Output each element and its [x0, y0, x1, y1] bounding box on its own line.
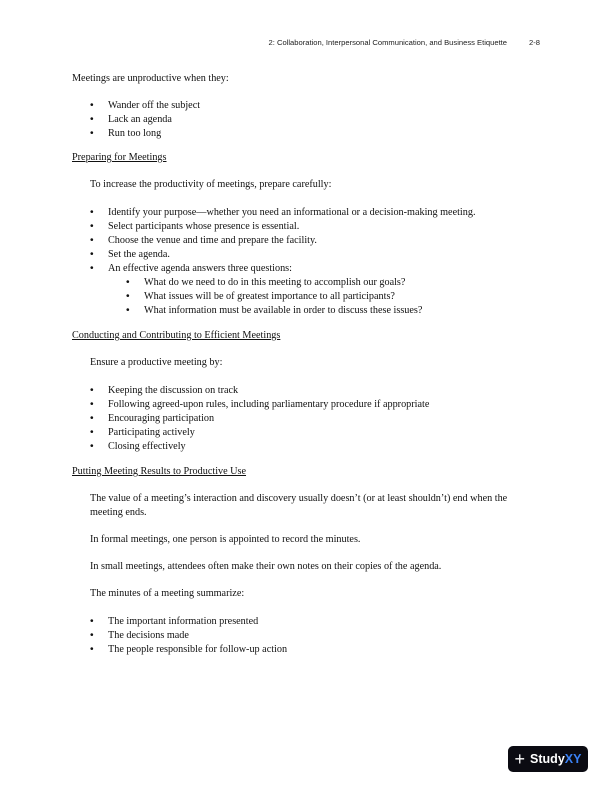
list-item: • Closing effectively: [108, 440, 542, 454]
preparing-intro: To increase the productivity of meetings, prepare carefully:: [90, 179, 332, 190]
list-item: • The important information presented: [108, 615, 542, 629]
list-item-text: An effective agenda answers three questions:: [108, 263, 292, 274]
putting-paragraph-2: In formal meetings, one person is appointed to record the minutes.: [90, 534, 361, 545]
sub-list-item: • What issues will be of greatest importance to all participants?: [144, 290, 542, 304]
list-item: • Wander off the subject: [108, 99, 542, 113]
list-item: • Select participants whose presence is essential.: [108, 220, 542, 234]
chapter-title: 2: Collaboration, Interpersonal Communication, and Business Etiquette: [268, 38, 508, 47]
agenda-questions-list: [108, 276, 542, 318]
plus-icon: +: [514, 749, 526, 769]
putting-paragraph-3: In small meetings, attendees often make their own notes on their copies of the agenda.: [90, 561, 442, 572]
list-item: • Identify your purpose—whether you need an informational or a decision-making meeting.: [108, 206, 542, 220]
unproductive-list: [72, 99, 542, 141]
putting-heading: Putting Meeting Results to Productive Use: [72, 466, 247, 477]
conducting-intro: Ensure a productive meeting by:: [90, 357, 223, 368]
list-item: • Following agreed-upon rules, including parliamentary procedure if appropriate: [108, 398, 542, 412]
studyxy-badge[interactable]: [508, 746, 588, 772]
list-item: • Encouraging participation: [108, 412, 542, 426]
list-item: • Run too long: [108, 127, 542, 141]
intro-text: Meetings are unproductive when they:: [72, 73, 229, 84]
page-number: 2-8: [529, 38, 540, 47]
brand-main: Study: [530, 752, 565, 766]
list-item: • Keeping the discussion on track: [108, 384, 542, 398]
sub-list-item: • What do we need to do in this meeting to accomplish our goals?: [144, 276, 542, 290]
preparing-heading: Preparing for Meetings: [72, 152, 167, 163]
list-item: • Choose the venue and time and prepare the facility.: [108, 234, 542, 248]
preparing-list: [72, 206, 542, 318]
putting-paragraph-4: The minutes of a meeting summarize:: [90, 588, 245, 599]
list-item: • Set the agenda.: [108, 248, 542, 262]
brand-accent: XY: [564, 752, 582, 766]
conducting-list: [72, 384, 542, 454]
list-item: • Participating actively: [108, 426, 542, 440]
list-item: • Lack an agenda: [108, 113, 542, 127]
minutes-list: [72, 615, 542, 657]
sub-list-item: • What information must be available in order to discuss these issues?: [144, 304, 542, 318]
list-item: • The decisions made: [108, 629, 542, 643]
conducting-heading: Conducting and Contributing to Efficient Meetings: [72, 330, 281, 341]
document-body: [72, 72, 542, 657]
page-header: [269, 38, 540, 47]
list-item: [108, 262, 542, 318]
putting-paragraph-1: The value of a meeting’s interaction and discovery usually doesn’t (or at least shouldn’t) end when the meeting ends.: [90, 493, 508, 518]
list-item: • The people responsible for follow-up action: [108, 643, 542, 657]
